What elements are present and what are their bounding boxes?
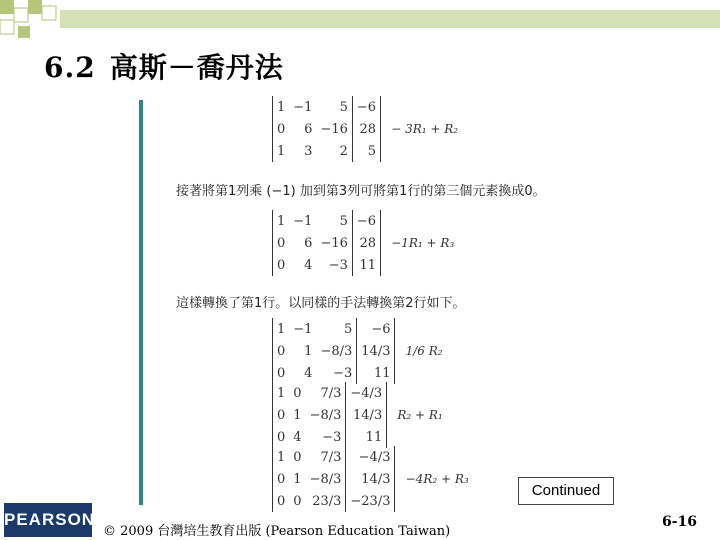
cell: 0: [277, 407, 286, 423]
cell: 7/3: [320, 449, 342, 465]
cell: 0: [277, 235, 286, 251]
matrix-5: [272, 446, 469, 512]
row-operation: − 3R₁ + R₂: [391, 122, 459, 136]
content-area: [176, 96, 596, 509]
cell: 1: [304, 343, 313, 359]
matrix-2: [272, 210, 454, 276]
cell: −8/3: [309, 407, 342, 423]
cell: −6: [352, 210, 380, 232]
title-text: 高斯－喬丹法: [109, 51, 284, 84]
cell: −6: [352, 96, 380, 118]
cell: 11: [357, 362, 395, 384]
cell: 0: [277, 493, 286, 509]
cell: −16: [320, 235, 348, 251]
cell: 6: [304, 121, 313, 137]
cell: −4/3: [346, 382, 387, 404]
cell: 0: [293, 449, 302, 465]
matrix-4-table: [272, 382, 387, 448]
cell: −23/3: [346, 490, 395, 512]
cell: 14/3: [346, 404, 387, 426]
cell: 11: [346, 426, 387, 448]
cell: −1: [293, 213, 313, 229]
cell: 1: [293, 407, 302, 423]
matrix-1-table: [272, 96, 381, 162]
matrix-4: [272, 382, 443, 448]
cell: 0: [277, 365, 286, 381]
row-operation: −4R₂ + R₃: [405, 472, 469, 486]
cell: 23/3: [312, 493, 342, 509]
cell: −3: [333, 365, 353, 381]
row-operation: 1/6 R₂: [405, 344, 443, 358]
pearson-logo: PEARSON: [4, 503, 92, 537]
cell: 14/3: [357, 340, 395, 362]
row-operation: −1R₁ + R₃: [391, 236, 455, 250]
cell: −6: [357, 318, 395, 340]
cell: 4: [293, 429, 302, 445]
matrix-5-table: [272, 446, 395, 512]
explanation-text-2: 這樣轉換了第1行。以同樣的手法轉換第2行如下。: [176, 296, 466, 311]
cell: −3: [328, 257, 348, 273]
cell: 7/3: [320, 385, 342, 401]
cell: 1: [277, 449, 286, 465]
matrix-3-table: [272, 318, 395, 384]
page-number: 6-16: [662, 514, 698, 530]
cell: −8/3: [320, 343, 353, 359]
cell: −1: [293, 99, 313, 115]
cell: 11: [352, 254, 380, 276]
cell: 1: [277, 321, 286, 337]
cell: −16: [320, 121, 348, 137]
cell: 0: [277, 257, 286, 273]
cell: 2: [339, 143, 348, 159]
cell: −3: [322, 429, 342, 445]
cell: 5: [339, 213, 348, 229]
row-operation: R₂ + R₁: [397, 408, 443, 422]
cell: 4: [304, 365, 313, 381]
cell: 1: [277, 385, 286, 401]
cell: −8/3: [309, 471, 342, 487]
slide-title: [44, 46, 284, 86]
cell: 0: [293, 493, 302, 509]
cell: 28: [352, 232, 380, 254]
cell: 0: [277, 121, 286, 137]
cell: −1: [293, 321, 313, 337]
cell: 0: [277, 429, 286, 445]
cell: 28: [352, 118, 380, 140]
header-decoration: [0, 0, 720, 40]
cell: 4: [304, 257, 313, 273]
section-number: 6.2: [44, 51, 96, 84]
accent-vertical-line: [139, 100, 143, 505]
cell: 1: [277, 99, 286, 115]
cell: 14/3: [346, 468, 395, 490]
cell: 1: [277, 143, 286, 159]
copyright-text: © 2009 台灣培生教育出版 (Pearson Education Taiwan): [103, 524, 451, 539]
matrix-2-table: [272, 210, 381, 276]
cell: −4/3: [346, 446, 395, 468]
cell: 0: [293, 385, 302, 401]
cell: 1: [277, 213, 286, 229]
cell: 0: [277, 471, 286, 487]
cell: 5: [352, 140, 380, 162]
cell: 5: [339, 99, 348, 115]
cell: 0: [277, 343, 286, 359]
cell: 3: [304, 143, 313, 159]
cell: 5: [344, 321, 353, 337]
matrix-3: [272, 318, 443, 384]
continued-label: Continued: [518, 477, 614, 505]
cell: 6: [304, 235, 313, 251]
explanation-text-1: 接著將第1列乘 (−1) 加到第3列可將第1行的第三個元素換成0。: [176, 184, 546, 199]
matrix-1: [272, 96, 458, 162]
cell: 1: [293, 471, 302, 487]
